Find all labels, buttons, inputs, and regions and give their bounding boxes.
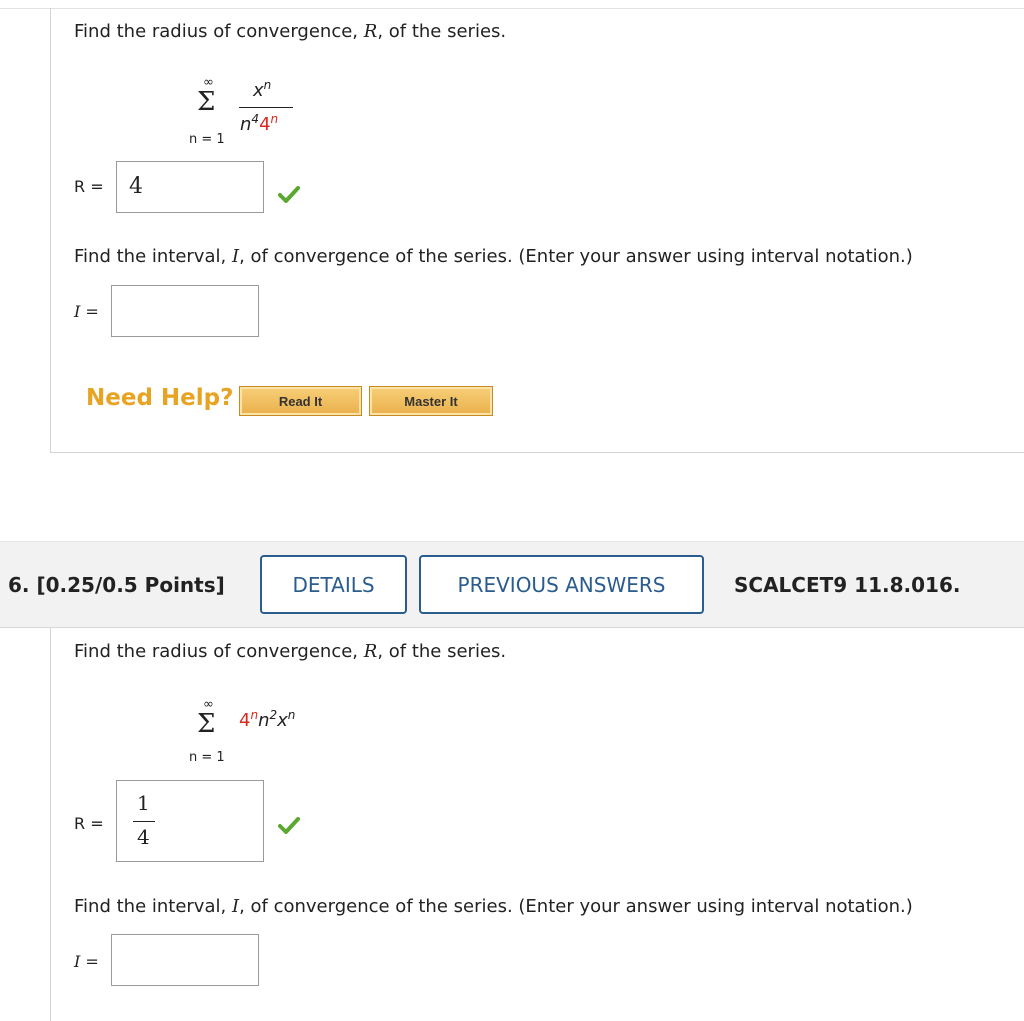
correct-check-icon-6 [278, 816, 300, 834]
radius-prompt-6-post: , of the series. [377, 641, 507, 662]
term-x: x [277, 710, 288, 731]
interval-var-5: I [231, 246, 240, 267]
interval-input-5[interactable] [111, 285, 259, 337]
radius-prompt-6 [74, 641, 506, 662]
r-numerator-6: 1 [137, 791, 150, 815]
interval-input-6[interactable] [111, 934, 259, 986]
details-button[interactable]: DETAILS [260, 555, 407, 614]
term-x-exp: n [287, 708, 296, 722]
sigma-5: Σ [197, 87, 216, 117]
r-denominator-6: 4 [137, 825, 150, 849]
term-n: n [258, 710, 270, 731]
previous-answers-button[interactable]: PREVIOUS ANSWERS [419, 555, 704, 614]
term-6 [239, 710, 295, 731]
master-it-button[interactable]: Master It [369, 386, 493, 416]
radius-prompt-6-pre: Find the radius of convergence, [74, 641, 364, 662]
textbook-reference: SCALCET9 11.8.016. [734, 573, 961, 597]
denominator-5 [240, 114, 278, 135]
question-points: [0.25/0.5 Points] [36, 573, 225, 597]
series-5 [185, 72, 305, 152]
i-label-5 [74, 302, 99, 321]
interval-prompt-6-post: , of convergence of the series. (Enter your answer using interval notation.) [239, 896, 913, 917]
radius-prompt-5 [74, 21, 506, 42]
question-number [8, 573, 225, 597]
denominator-n: n [240, 114, 252, 135]
denominator-4: 4 [259, 114, 271, 135]
sigma-6: Σ [197, 709, 216, 739]
radius-var: R [363, 21, 378, 42]
numerator-x: x [253, 80, 264, 101]
r-fraction-bar-6 [133, 821, 155, 822]
interval-prompt-5 [74, 246, 913, 267]
i-label-5-text: I = [74, 302, 99, 321]
need-help-label: Need Help? [86, 385, 234, 411]
series-6 [185, 694, 345, 766]
radius-var-6: R [363, 641, 378, 662]
r-answer-field-6[interactable] [116, 780, 264, 862]
interval-prompt-5-pre: Find the interval, [74, 246, 232, 267]
interval-prompt-5-post: , of convergence of the series. (Enter your answer using interval notation.) [239, 246, 913, 267]
term-4: 4 [239, 710, 251, 731]
sum-upper-5: ∞ [203, 75, 214, 90]
denominator-4-exp: n [270, 112, 279, 126]
term-n-exp: 2 [269, 708, 278, 722]
interval-prompt-6 [74, 896, 913, 917]
numerator-5 [253, 80, 271, 101]
sum-lower-6: n = 1 [189, 750, 225, 765]
read-it-button[interactable]: Read It [239, 386, 362, 416]
r-label-5: R = [74, 177, 104, 196]
correct-check-icon [278, 185, 300, 203]
radius-prompt-5-pre: Find the radius of convergence, [74, 21, 364, 42]
interval-prompt-6-pre: Find the interval, [74, 896, 232, 917]
r-label-6: R = [74, 814, 104, 833]
fraction-bar-5 [239, 107, 293, 108]
r-answer-field-5[interactable] [116, 161, 264, 213]
r-value-5: 4 [129, 174, 143, 199]
numerator-exp: n [263, 78, 272, 92]
i-label-6-text: I = [74, 952, 99, 971]
i-label-6 [74, 952, 99, 971]
sum-upper-6: ∞ [203, 697, 214, 712]
denominator-n-exp: 4 [251, 112, 260, 126]
question-number-text: 6. [8, 573, 30, 597]
radius-prompt-5-post: , of the series. [377, 21, 507, 42]
interval-var-6: I [231, 896, 240, 917]
sum-lower-5: n = 1 [189, 132, 225, 147]
term-4-exp: n [250, 708, 259, 722]
